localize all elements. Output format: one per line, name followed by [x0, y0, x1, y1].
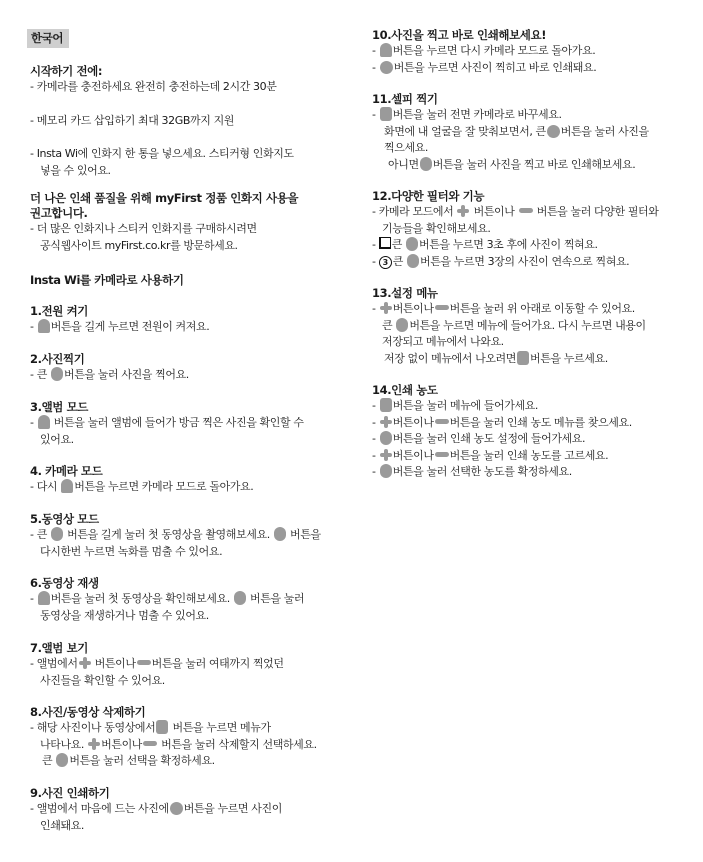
- section-title: 5.동영상 모드: [30, 512, 99, 526]
- list-item: - 메모리 카드 삽입하기 최대 32GB까지 지원: [30, 113, 235, 127]
- shutter-button-icon: [51, 367, 63, 381]
- list-item-cont: 저장되고 메뉴에서 나와요.: [382, 335, 504, 348]
- dpad-up-icon: [380, 416, 392, 428]
- section-title: 14.인쇄 농도: [372, 383, 438, 397]
- album-button-icon: [38, 591, 50, 605]
- list-item: - 버튼을 눌러 선택한 농도를 확정하세요.: [372, 465, 572, 478]
- list-item: - 버튼이나 버튼을 눌러 인쇄 농도 메뉴를 찾으세요.: [372, 415, 632, 429]
- shutter-button-icon: [274, 527, 286, 541]
- list-item: - 버튼을 눌러 전면 카메라로 바꾸세요.: [372, 108, 562, 121]
- list-item-cont: 공식웹사이트 myFirst.co.kr를 방문하세요.: [40, 238, 238, 252]
- album-button-icon: [61, 479, 73, 493]
- section-selfie: [372, 92, 649, 173]
- section-print: [30, 786, 282, 834]
- list-item-cont: 동영상을 재생하거나 멈출 수 있어요.: [40, 608, 209, 622]
- shutter-button-icon: [56, 753, 68, 767]
- list-item: - 버튼을 길게 누르면 전원이 켜져요.: [30, 320, 210, 333]
- dpad-up-icon: [457, 205, 469, 217]
- section-video-mode: [30, 512, 321, 560]
- shutter-button-icon: [396, 318, 408, 332]
- list-item: - 버튼을 누르면 사진이 찍히고 바로 인쇄돼요.: [372, 60, 597, 74]
- dpad-down-icon: [435, 452, 449, 457]
- section-quality: [30, 191, 298, 254]
- section-album-view: [30, 641, 284, 689]
- shutter-button-icon: [38, 319, 50, 333]
- switch-camera-button-icon: [380, 107, 392, 121]
- print-button-icon: [380, 61, 393, 74]
- list-item-cont: 화면에 내 얼굴을 잘 맞춰보면서, 큰 버튼을 눌러 사진을: [384, 124, 649, 138]
- shutter-button-icon: [406, 237, 418, 251]
- list-item-cont: 큰 버튼을 눌러 선택을 확정하세요.: [42, 754, 215, 767]
- list-item: - 카메라를 충전하세요 완전히 충전하는데 2시간 30분: [30, 80, 277, 93]
- list-item-cont: 나타나요. 버튼이나 버튼을 눌러 삭제할지 선택하세요.: [40, 737, 317, 751]
- list-item: - 카메라 모드에서 버튼이나 버튼을 눌러 다양한 필터와: [372, 205, 659, 218]
- section-instant-print: [372, 28, 596, 76]
- list-item-cont: 있어요.: [40, 432, 74, 446]
- list-item: - Insta Wi에 인화지 한 통을 넣으세요. 스티커형 인화지도: [30, 147, 294, 160]
- section-title: 3.앨범 모드: [30, 400, 89, 414]
- section-before-start: [30, 64, 294, 179]
- section-filters: [372, 189, 659, 270]
- section-title: 더 나은 인쇄 품질을 위해 myFirst 정품 인화지 사용을: [30, 191, 299, 205]
- shutter-button-icon: [380, 431, 392, 445]
- list-item: - 버튼이나 버튼을 눌러 인쇄 농도를 고르세요.: [372, 448, 609, 462]
- shutter-button-icon: [407, 254, 419, 268]
- list-item: - 버튼을 눌러 첫 동영상을 확인해보세요. 버튼을 눌러: [30, 592, 305, 605]
- list-item: - 버튼을 눌러 메뉴에 들어가세요.: [372, 399, 539, 412]
- dpad-up-icon: [380, 302, 392, 314]
- list-item: - 버튼을 누르면 다시 카메라 모드로 돌아가요.: [372, 44, 596, 57]
- section-title: 13.설정 메뉴: [372, 286, 438, 300]
- dpad-down-icon: [143, 741, 157, 746]
- section-delete: [30, 705, 317, 770]
- section-title: 11.셀피 찍기: [372, 92, 438, 106]
- list-item: - 더 많은 인화지나 스티커 인화지를 구매하시려면: [30, 222, 257, 235]
- dpad-down-icon: [435, 419, 449, 424]
- album-button-icon: [380, 43, 392, 57]
- list-item-cont: 사진들을 확인할 수 있어요.: [40, 673, 165, 687]
- dpad-down-icon: [137, 660, 151, 665]
- section-take-photo: [30, 352, 189, 384]
- section-title: 1.전원 켜기: [30, 304, 89, 318]
- menu-button-icon: [156, 720, 168, 734]
- dpad-up-icon: [88, 738, 100, 750]
- section-title: 8.사진/동영상 삭제하기: [30, 705, 146, 719]
- list-item: - 버튼을 눌러 앨범에 들어가 방금 찍은 사진을 확인할 수: [30, 416, 304, 429]
- section-title: 9.사진 인쇄하기: [30, 786, 110, 800]
- dpad-up-icon: [380, 449, 392, 461]
- back-button-icon: [517, 351, 529, 365]
- section-title: 12.다양한 필터와 기능: [372, 189, 485, 203]
- dpad-up-icon: [79, 657, 91, 669]
- list-item-cont: 큰 버튼을 누르면 메뉴에 들어가요. 다시 누르면 내용이: [382, 318, 646, 332]
- list-item: - 앨범에서 버튼이나 버튼을 눌러 여태까지 찍었던: [30, 657, 284, 670]
- burst-3-icon: 3: [379, 256, 392, 269]
- list-item: - 해당 사진이나 동영상에서 버튼을 누르면 메뉴가: [30, 721, 271, 734]
- list-item: - 다시 버튼을 누르면 카메라 모드로 돌아가요.: [30, 480, 254, 493]
- section-album-mode: [30, 400, 304, 448]
- album-button-icon: [38, 415, 50, 429]
- menu-button-icon: [380, 398, 392, 412]
- section-title: 4. 카메라 모드: [30, 464, 103, 478]
- shutter-button-icon: [380, 464, 392, 478]
- list-item-cont: 찍으세요.: [384, 141, 429, 154]
- section-title: 6.동영상 재생: [30, 576, 99, 590]
- section-title: 10.사진을 찍고 바로 인쇄해보세요!: [372, 28, 547, 42]
- timer-icon: [379, 237, 391, 249]
- dpad-down-icon: [435, 305, 449, 310]
- list-item: - 버튼이나 버튼을 눌러 위 아래로 이동할 수 있어요.: [372, 302, 635, 315]
- list-item: - 큰 버튼을 눌러 사진을 찍어요.: [30, 368, 189, 381]
- section-title: 7.앨범 보기: [30, 641, 89, 655]
- section-power-on: [30, 304, 209, 336]
- section-title: 시작하기 전에:: [30, 64, 103, 78]
- section-camera-mode: [30, 464, 253, 496]
- shutter-button-icon: [234, 591, 246, 605]
- language-tag: 한국어: [27, 29, 69, 48]
- use-as-camera-title: Insta Wi를 카메라로 사용하기: [30, 273, 184, 287]
- section-title: 2.사진찍기: [30, 352, 85, 366]
- print-button-icon: [420, 157, 432, 171]
- list-item: - 3 큰 버튼을 누르면 3장의 사진이 연속으로 찍혀요.: [372, 254, 630, 268]
- list-item-cont: 넣을 수 있어요.: [40, 163, 111, 177]
- list-item: - 큰 버튼을 누르면 3초 후에 사진이 찍혀요.: [372, 238, 598, 251]
- list-item-cont: 저장 없이 메뉴에서 나오려면 버튼을 누르세요.: [384, 351, 608, 365]
- shutter-button-icon: [51, 527, 63, 541]
- section-print-density: [372, 383, 632, 481]
- list-item-cont: 기능들을 확인해보세요.: [382, 221, 491, 235]
- section-video-play: [30, 576, 304, 624]
- list-item-cont: 인쇄돼요.: [40, 818, 85, 832]
- list-item-cont: 아니면 버튼을 눌러 사진을 찍고 바로 인쇄해보세요.: [388, 157, 636, 171]
- shutter-button-icon: [547, 125, 560, 138]
- list-item: - 버튼을 눌러 인쇄 농도 설정에 들어가세요.: [372, 432, 586, 445]
- list-item-cont: 다시한번 누르면 녹화를 멈출 수 있어요.: [40, 544, 223, 558]
- list-item: - 큰 버튼을 길게 눌러 첫 동영상을 촬영해보세요. 버튼을: [30, 528, 321, 541]
- section-title-cont: 권고합니다.: [30, 206, 88, 220]
- dpad-down-icon: [519, 208, 533, 213]
- print-button-icon: [170, 802, 183, 815]
- section-settings-menu: [372, 286, 646, 367]
- list-item: - 앨범에서 마음에 드는 사진에 버튼을 누르면 사진이: [30, 802, 282, 815]
